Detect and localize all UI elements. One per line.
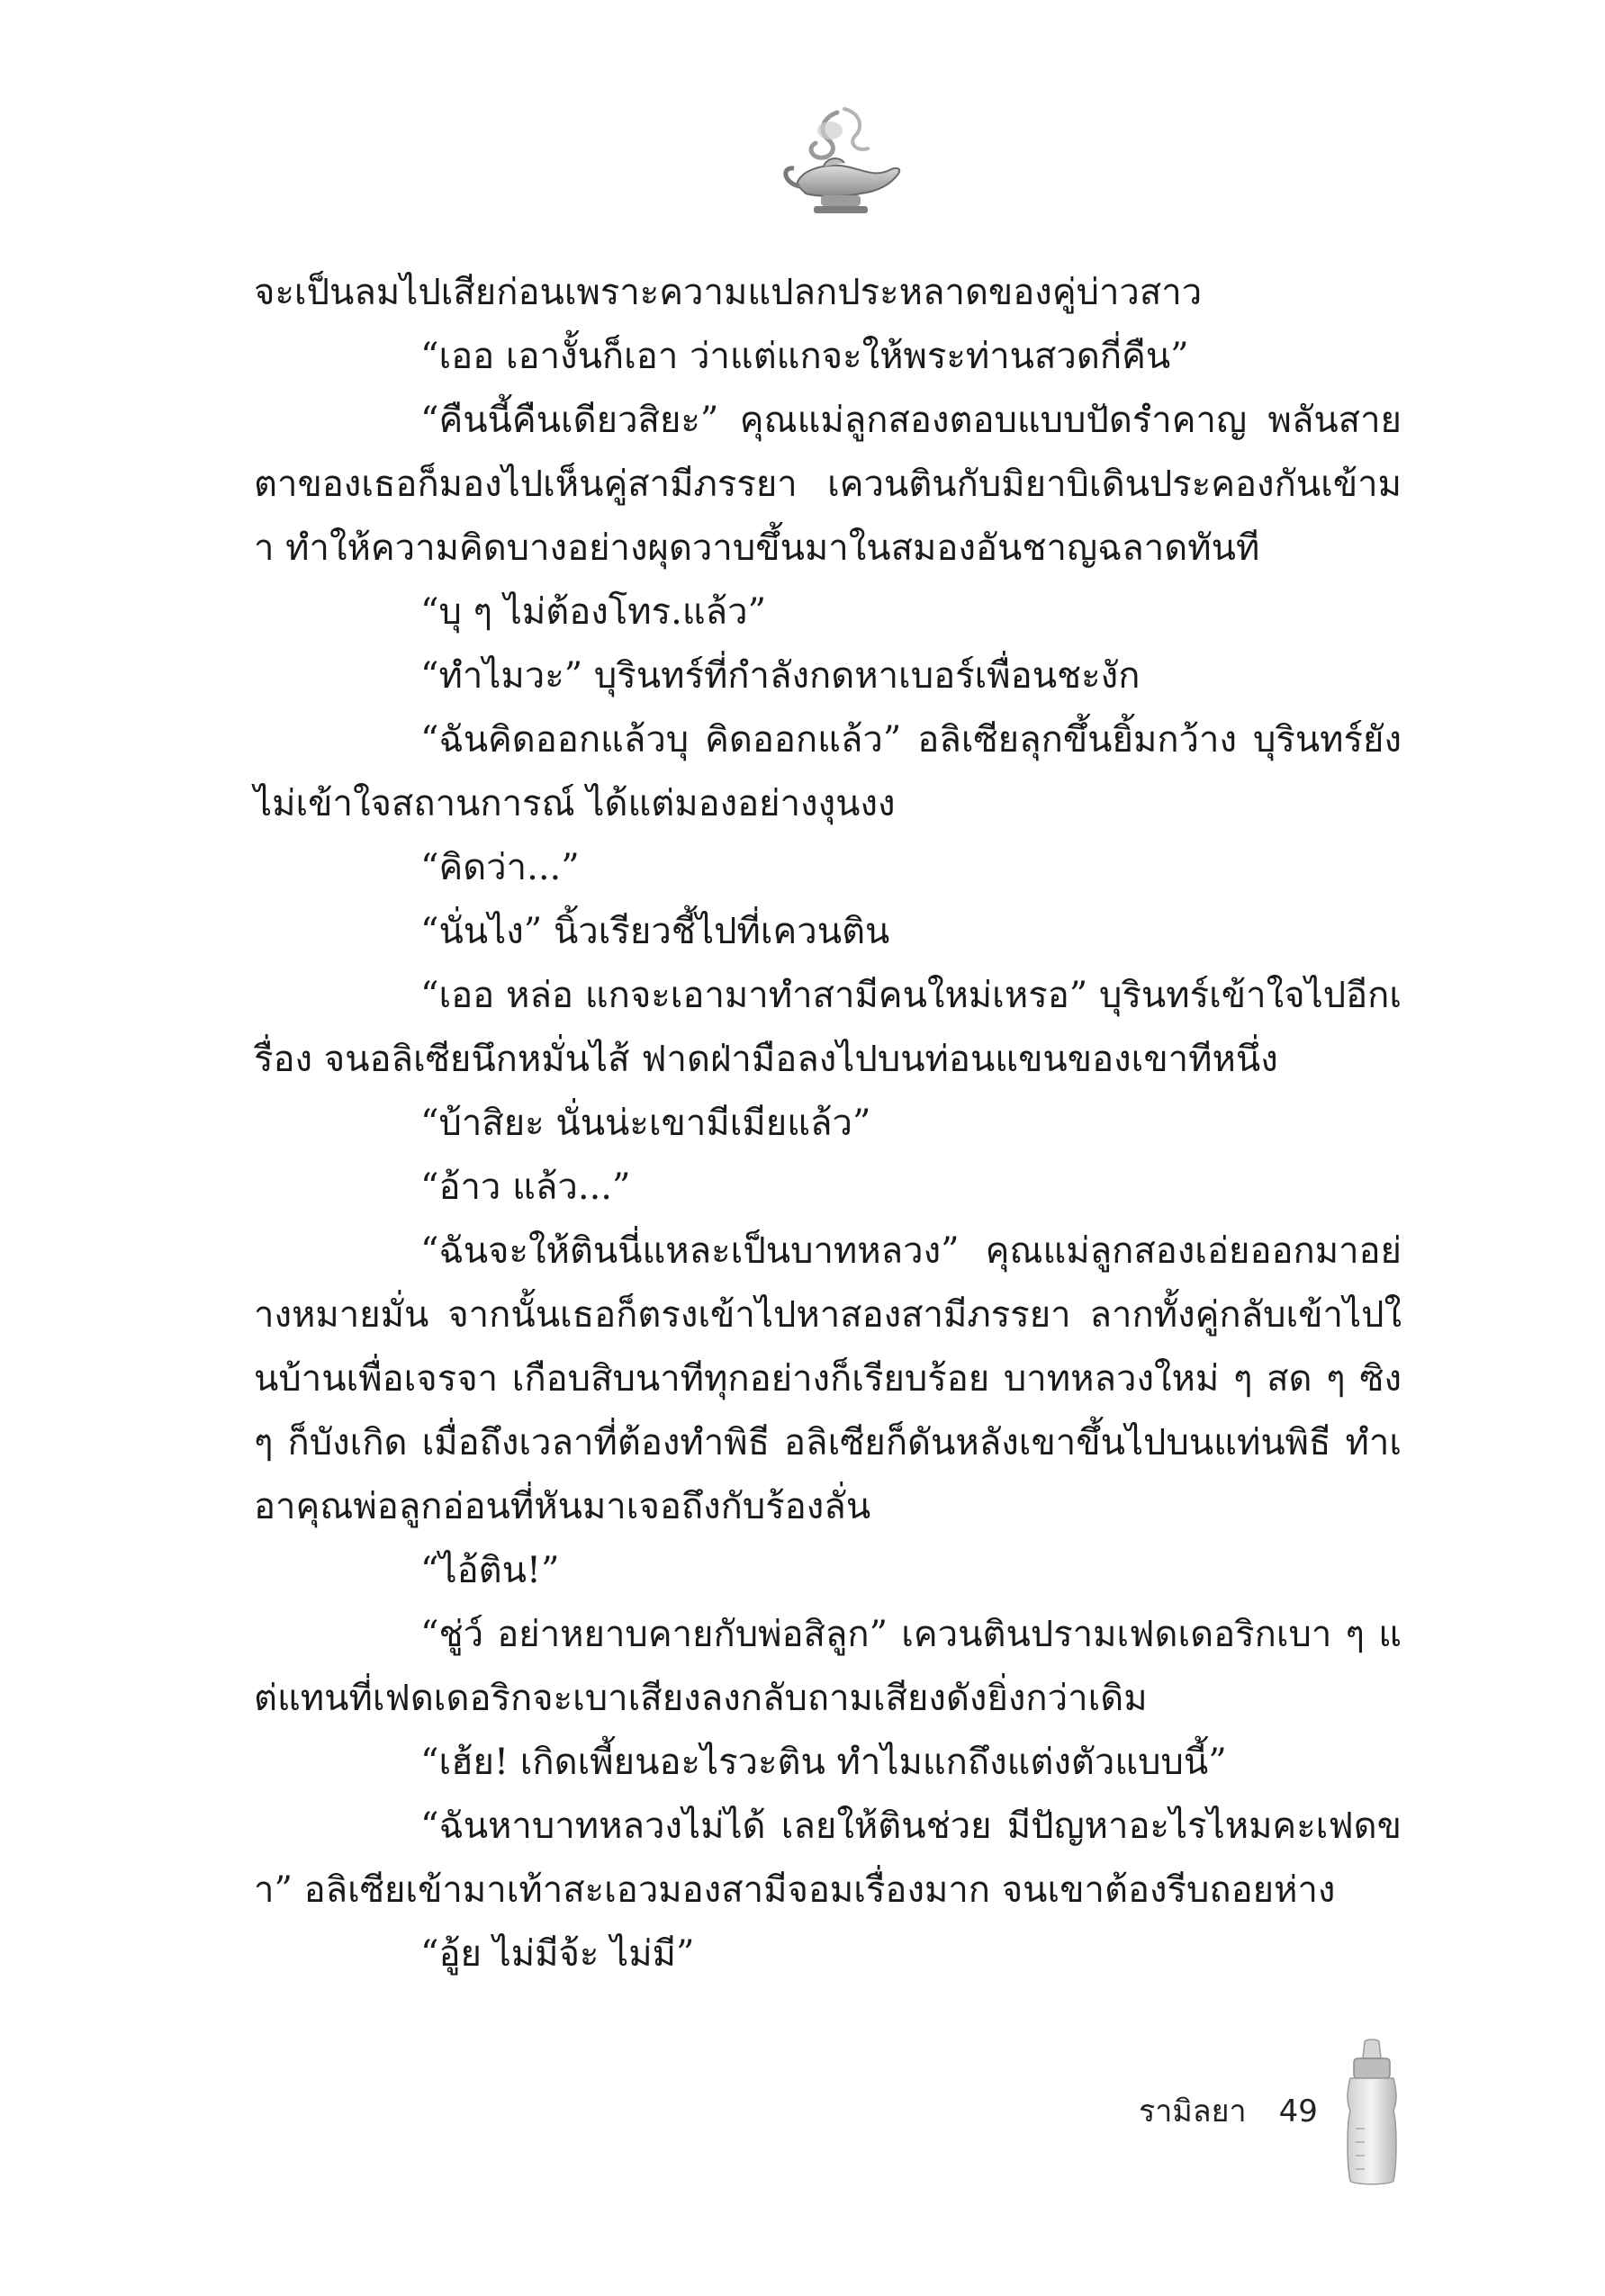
paragraph: “เฮ้ย! เกิดเพี้ยนอะไรวะติน ทำไมแกถึงแต่งตัวแบบนี้” xyxy=(420,1742,1227,1783)
paragraph: “บุ ๆ ไม่ต้องโทร.แล้ว” xyxy=(420,591,767,633)
paragraph: “ฉันหาบาทหลวงไม่ได้ เลยให้ตินช่วย มีปัญหาอะไรไหมคะเฟดขา” อลิเซียเข้ามาเท้าสะเอวมองสามีจอมเรื่องมาก จนเขาต้องรีบถอยห่าง xyxy=(254,1805,1402,1911)
paragraph: “เออ เอางั้นก็เอา ว่าแต่แกจะให้พระท่านสวดกี่คืน” xyxy=(420,336,1189,377)
paragraph: “นั่นไง” นิ้วเรียวชี้ไปที่เควนติน xyxy=(420,911,890,952)
paragraph: “อู้ย ไม่มีจ้ะ ไม่มี” xyxy=(420,1933,695,1975)
paragraph: “ฉันคิดออกแล้วบุ คิดออกแล้ว” อลิเซียลุกขึ้นยิ้มกว้าง บุรินทร์ยังไม่เข้าใจสถานการณ์ ได้แต่มองอย่างงุนงง xyxy=(254,719,1402,824)
paragraph: จะเป็นลมไปเสียก่อนเพราะความแปลกประหลาดของคู่บ่าวสาว xyxy=(254,272,1203,313)
book-title: รามิลยา xyxy=(1139,2093,1247,2129)
paragraph: “คืนนี้คืนเดียวสิยะ” คุณแม่ลูกสองตอบแบบปัดรำคาญ พลันสายตาของเธอก็มองไปเห็นคู่สามีภรรยา เควนตินกับมิยาบิเดินประคองกันเข้ามา ทำให้ความคิดบางอย่างผุดวาบขึ้นมาในสมองอันชาญฉลาดทันที xyxy=(254,400,1402,569)
page-footer xyxy=(1139,2086,1318,2135)
magic-lamp-icon xyxy=(774,104,909,230)
paragraph: “คิดว่า...” xyxy=(420,847,580,888)
paragraph: “ฉันจะให้ตินนี่แหละเป็นบาทหลวง” คุณแม่ลูกสองเอ่ยออกมาอย่างหมายมั่น จากนั้นเธอก็ตรงเข้าไปหาสองสามีภรรยา ลากทั้งคู่กลับเข้าไปในบ้านเพื่อเจรจา เกือบสิบนาทีทุกอย่างก็เรียบร้อย บาทหลวงใหม่ ๆ สด ๆ ซิง ๆ ก็บังเกิด เมื่อถึงเวลาที่ต้องทำพิธี อลิเซียก็ดันหลังเขาขึ้นไปบนแท่นพิธี ทำเอาคุณพ่อลูกอ่อนที่หันมาเจอถึงกับร้องลั่น xyxy=(254,1230,1402,1527)
chapter-text xyxy=(254,261,1402,1986)
paragraph: “บ้าสิยะ นั่นน่ะเขามีเมียแล้ว” xyxy=(420,1103,871,1144)
paragraph: “ทำไมวะ” บุรินทร์ที่กำลังกดหาเบอร์เพื่อนชะงัก xyxy=(420,655,1141,697)
paragraph: “อ้าว แล้ว...” xyxy=(420,1166,631,1208)
paragraph: “ชู่ว์ อย่าหยาบคายกับพ่อสิลูก” เควนตินปรามเฟดเดอริกเบา ๆ แต่แทนที่เฟดเดอริกจะเบาเสียงลงกลับถามเสียงดังยิ่งกว่าเดิม xyxy=(254,1614,1402,1719)
page-number: 49 xyxy=(1278,2093,1318,2129)
paragraph: “เออ หล่อ แกจะเอามาทำสามีคนใหม่เหรอ” บุรินทร์เข้าใจไปอีกเรื่อง จนอลิเซียนึกหมั่นไส้ ฟาดฝ่ามือลงไปบนท่อนแขนของเขาทีหนึ่ง xyxy=(254,975,1402,1080)
paragraph: “ไอ้ติน!” xyxy=(420,1550,560,1591)
baby-bottle-icon xyxy=(1341,2039,1402,2187)
